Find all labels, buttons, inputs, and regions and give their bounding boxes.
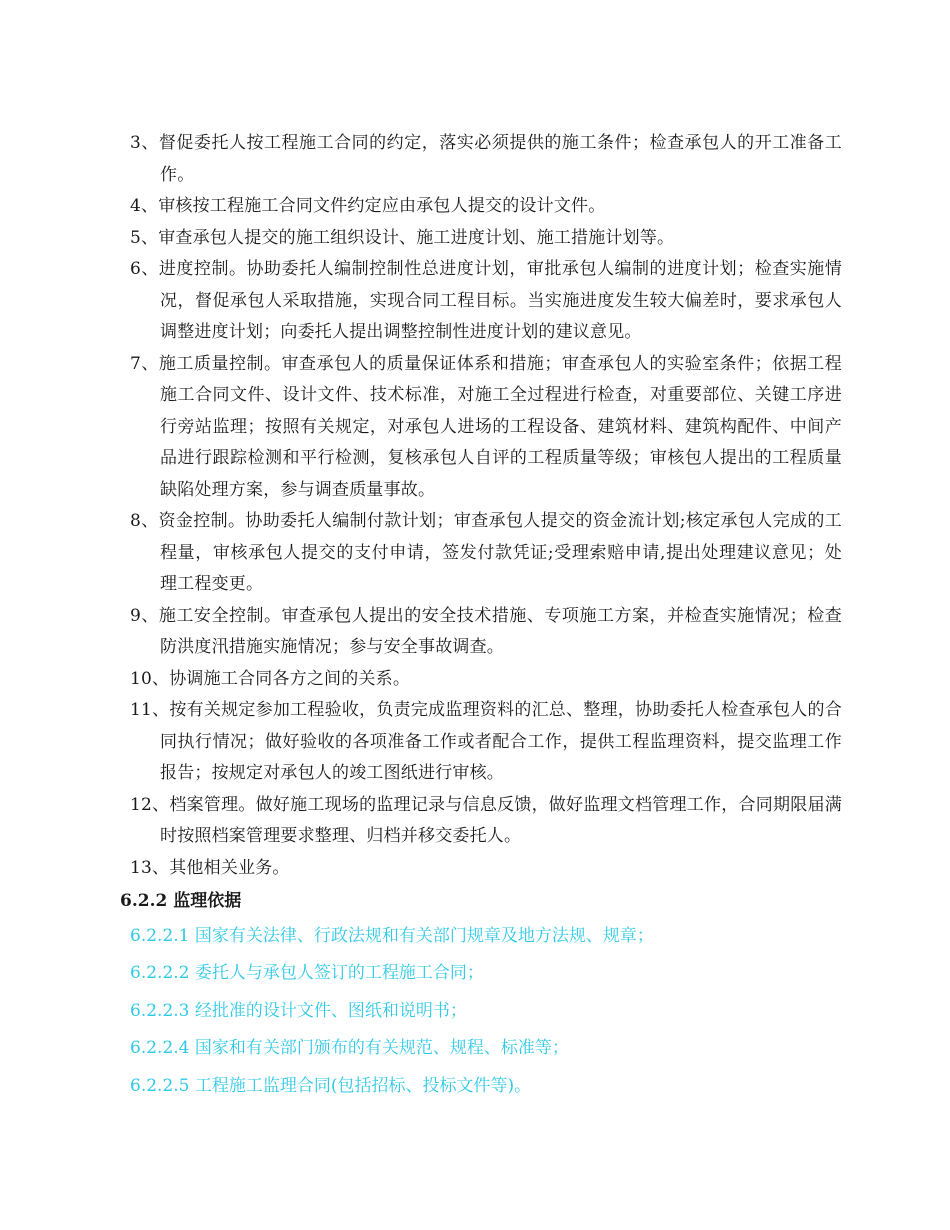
list-item-6: 6、进度控制。协助委托人编制控制性总进度计划，审批承包人编制的进度计划；检查实施情况，督促承包人采取措施，实现合同工程目标。当实施进度发生较大偏差时，要求承包人调整进度计划；向委托人提出调整控制性进度计划的建议意见。 bbox=[130, 259, 842, 342]
basis-item-2: 6.2.2.2 委托人与承包人签订的工程施工合同； bbox=[130, 963, 484, 983]
list-item-7: 7、施工质量控制。审查承包人的质量保证体系和措施；审查承包人的实验室条件；依据工程施工合同文件、设计文件、技术标准，对施工全过程进行检查，对重要部位、关键工序进行旁站监理；按照有关规定，对承包人进场的工程设备、建筑材料、建筑构配件、中间产品进行跟踪检测和平行检测，复核承包人自评的工程质量等级；审核包人提出的工程质量缺陷处理方案，参与调查质量事故。 bbox=[130, 353, 842, 500]
list-item-3: 3、督促委托人按工程施工合同的约定，落实必须提供的施工条件；检查承包人的开工准备工作。 bbox=[130, 133, 842, 185]
list-item-11: 11、按有关规定参加工程验收，负责完成监理资料的汇总、整理，协助委托人检查承包人的合同执行情况；做好验收的各项准备工作或者配合工作，提供工程监理资料，提交监理工作报告；按规定对承包人的竣工图纸进行审核。 bbox=[130, 700, 842, 783]
list-item-5: 5、审查承包人提交的施工组织设计、施工进度计划、施工措施计划等。 bbox=[130, 227, 675, 248]
list-item-8: 8、资金控制。协助委托人编制付款计划；审查承包人提交的资金流计划;核定承包人完成的工程量，审核承包人提交的支付申请，签发付款凭证;受理索赔申请,提出处理建议意见；处理工程变更。 bbox=[130, 511, 842, 594]
section-heading: 6.2.2 监理依据 bbox=[120, 891, 242, 911]
document-body bbox=[120, 128, 842, 1105]
basis-item-3: 6.2.2.3 经批准的设计文件、图纸和说明书； bbox=[130, 1000, 467, 1021]
list-item-4: 4、审核按工程施工合同文件约定应由承包人提交的设计文件。 bbox=[130, 196, 606, 216]
list-item-10: 10、协调施工合同各方之间的关系。 bbox=[130, 668, 411, 689]
list-item-9: 9、施工安全控制。审查承包人提出的安全技术措施、专项施工方案，并检查实施情况；检查防洪度汛措施实施情况；参与安全事故调查。 bbox=[130, 605, 842, 657]
basis-item-4: 6.2.2.4 国家和有关部门颁布的有关规范、规程、标准等； bbox=[130, 1038, 569, 1058]
basis-item-5: 6.2.2.5 工程施工监理合同(包括招标、投标文件等)。 bbox=[130, 1075, 532, 1096]
list-item-13: 13、其他相关业务。 bbox=[130, 857, 290, 878]
list-item-12: 12、档案管理。做好施工现场的监理记录与信息反馈，做好监理文档管理工作，合同期限届满时按照档案管理要求整理、归档并移交委托人。 bbox=[130, 794, 842, 846]
basis-item-1: 6.2.2.1 国家有关法律、行政法规和有关部门规章及地方法规、规章； bbox=[130, 925, 654, 946]
